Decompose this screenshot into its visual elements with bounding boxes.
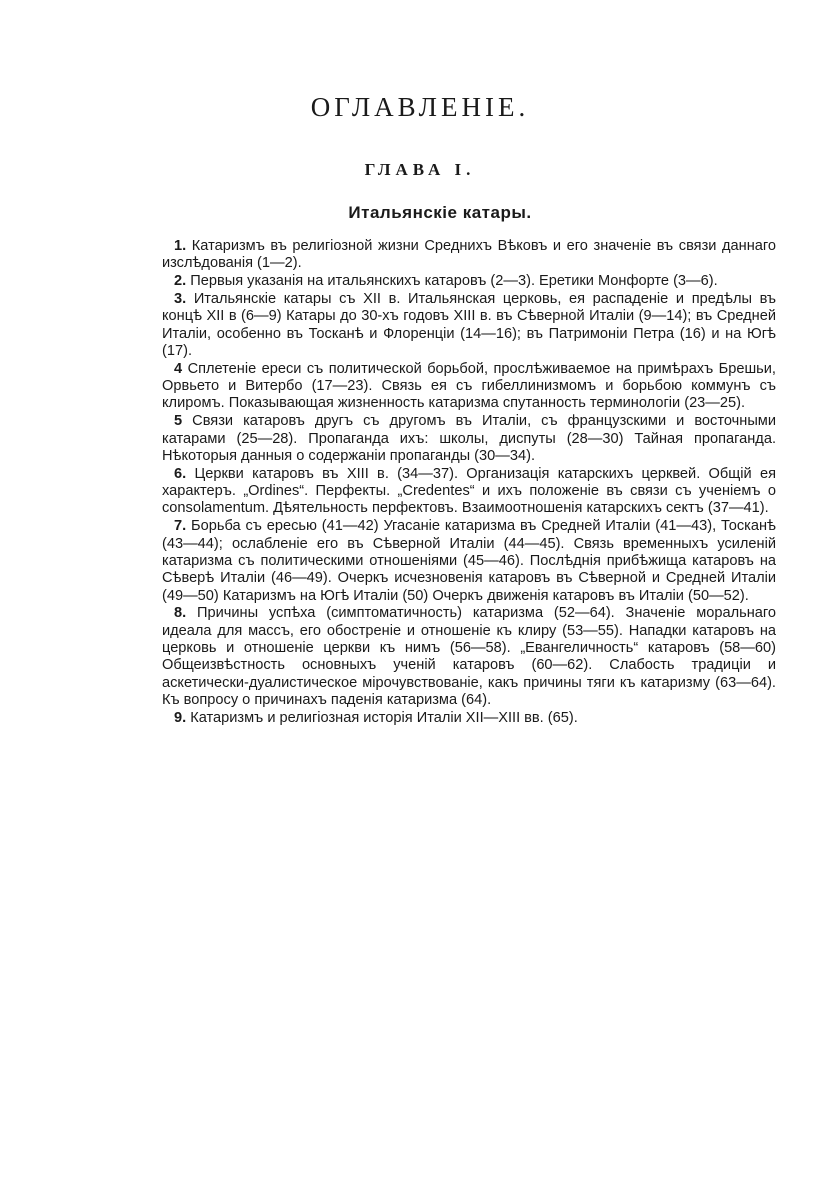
- toc-entry: [162, 605, 776, 709]
- toc-entry: [162, 238, 776, 273]
- entry-number: 1.: [174, 238, 187, 254]
- entry-text: Причины успѣха (симптоматичность) катаризма (52—64). Значенiе моральнаго идеала для массъ, его обостренiе и отношенiе къ клиру (53—55). Нападки катаровъ на церковь и отношенiе церкви къ нимъ (56—58). „Евангеличность“ катаровъ (58—60) Общеизвѣстность основныхъ ученiй катаровъ (60—62). Слабость традицiи и аскетически-дуалистическое мiрочувствованiе, какъ причины тяги къ катаризму (63—64). Къ вопросу о причинахъ паденiя катаризма (64).: [162, 605, 776, 708]
- entry-number: 8.: [174, 605, 187, 622]
- entry-text: Итальянскiе катары съ XII в. Итальянская церковь, ея распаденiе и предѣлы въ концѣ XII в (6—9) Катары до 30-хъ годовъ XIII в. въ Сѣверной Италiи (9—14); въ Средней Италiи, особенно въ Тосканѣ и Флоренцiи (14—16); въ Патримонiи Петра (16) и на Югѣ (17).: [162, 291, 776, 359]
- toc-entry: [162, 413, 776, 465]
- entry-text: Первыя указанiя на итальянскихъ катаровъ (2—3). Еретики Монфорте (3—6).: [190, 273, 718, 290]
- entry-number: 6.: [174, 465, 187, 482]
- entry-text: Связи катаровъ другъ съ другомъ въ Италiи, съ французскими и восточными катарами (25—28). Пропаганда ихъ: школы, диспуты (28—30) Тайная пропаганда. Нѣкоторыя данныя о содержанiи пропаганды (30—34).: [162, 413, 776, 464]
- toc-entries: [162, 238, 776, 728]
- toc-entry: [162, 466, 776, 518]
- entry-number: 5: [174, 413, 183, 430]
- chapter-heading: ГЛАВА I.: [364, 160, 476, 179]
- table-of-contents-title: ОГЛАВЛЕНIЕ.: [310, 92, 530, 122]
- toc-entry: [162, 291, 776, 360]
- entry-text: Церкви катаровъ въ XIII в. (34—37). Организацiя катарскихъ церквей. Общiй ея характеръ. „Ordines“. Перфекты. „Credentes“ и ихъ положенiе въ связи съ ученiемъ о consolamentum. Дѣятельность перфектовъ. Взаимоотношенiя катарскихъ сектъ (37—41).: [162, 465, 776, 517]
- entry-number: 3.: [174, 291, 187, 308]
- entry-number: 7.: [174, 518, 187, 535]
- entry-text: Борьба съ ересью (41—42) Угасанiе катаризма въ Средней Италiи (41—43), Тосканѣ (43—44); ослабленiе его въ Сѣверной Италiи (44—45). Связь временныхъ усиленiй катаризма съ политическими отношенiями (45—46). Послѣднiя прибѣжища катаровъ на Сѣверѣ Италiи (46—49). Очеркъ исчезновенiя катаровъ въ Сѣверной и Средней Италiи (49—50) Катаризмъ на Югѣ Италiи (50) Очеркъ движенiя катаровъ въ Италiи (50—52).: [162, 518, 776, 604]
- toc-entry: [162, 273, 776, 290]
- toc-entry: [162, 710, 776, 727]
- toc-entry: [162, 518, 776, 604]
- entry-text: Сплетенiе ереси съ политической борьбой, прослѣживаемое на примѣрахъ Брешьи, Орвьето и Витербо (17—23). Связь ея съ гибеллинизмомъ и борьбою коммунъ съ клиромъ. Показывающая жизненность катаризма спутанность терминологiи (23—25).: [162, 360, 776, 412]
- entry-number: 4: [174, 360, 183, 377]
- chapter-subtitle: Итальянскiе катары.: [348, 203, 532, 222]
- entry-text: Катаризмъ и религiозная исторiя Италiи XII—XIII вв. (65).: [190, 709, 578, 726]
- entry-number: 9.: [174, 709, 187, 726]
- entry-text: Катаризмъ въ религiозной жизни Среднихъ Вѣковъ и его значенiе въ связи даннаго изслѣдованiя (1—2).: [162, 238, 776, 272]
- toc-entry: [162, 361, 776, 413]
- entry-number: 2.: [174, 273, 187, 290]
